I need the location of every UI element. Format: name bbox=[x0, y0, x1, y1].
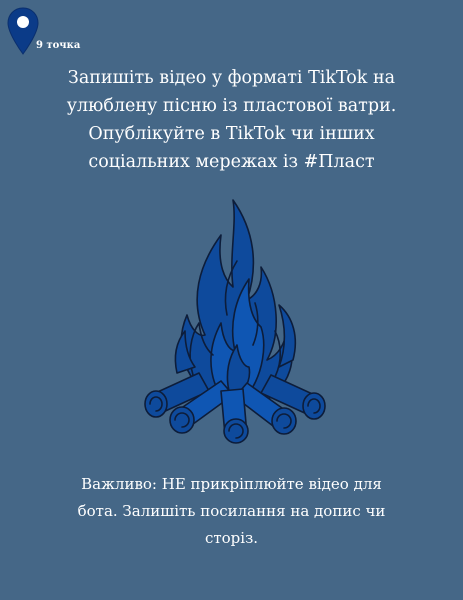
important-note bbox=[40, 471, 423, 552]
instruction-line: улюблену пісню із пластової ватри. bbox=[66, 96, 397, 116]
note-line: сторіз. bbox=[204, 529, 259, 547]
instruction-line: соціальних мережах із #Пласт bbox=[88, 152, 375, 172]
instruction-line: Опублікуйте в TikTok чи інших bbox=[88, 124, 375, 144]
note-line: бота. Залишіть посилання на допис чи bbox=[77, 502, 386, 520]
note-line: Важливо: НЕ прикріплюйте відео для bbox=[81, 475, 382, 493]
instruction-line: Запишіть відео у форматі TikTok на bbox=[67, 68, 396, 88]
campfire-icon bbox=[129, 195, 339, 445]
point-number-label: 9 точка bbox=[36, 40, 81, 51]
map-pin-icon bbox=[6, 6, 40, 56]
task-instruction bbox=[40, 64, 423, 176]
